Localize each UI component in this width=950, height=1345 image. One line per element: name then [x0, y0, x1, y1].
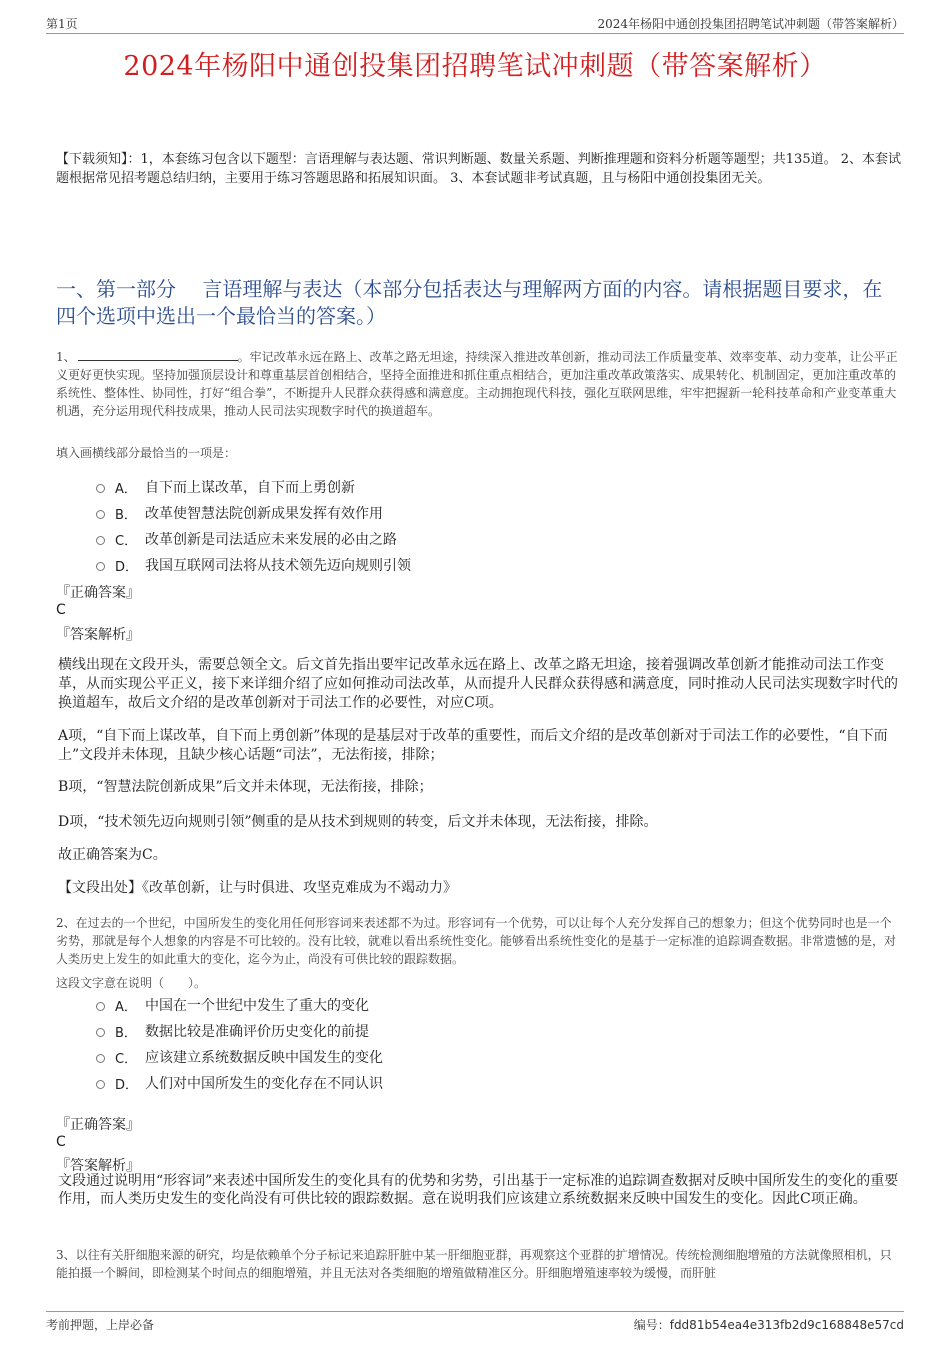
option-letter: C．: [115, 533, 138, 549]
option-text: 改革使智慧法院创新成果发挥有效作用: [145, 506, 383, 522]
option-a[interactable]: [96, 474, 696, 500]
option-d[interactable]: [96, 1070, 696, 1096]
option-text: 应该建立系统数据反映中国发生的变化: [145, 1050, 383, 1066]
question-3-text: 3、以往有关肝细胞来源的研究，均是依赖单个分子标记来追踪肝脏中某一肝细胞亚群，再观察这个亚群的扩增情况。传统检测细胞增殖的方法就像照相机，只能拍摄一个瞬间，即检测某个时间点的细胞增殖，并且无法对各类细胞的增殖做精准区分。肝细胞增殖速率较为缓慢，而肝脏: [56, 1248, 892, 1280]
option-letter: A．: [115, 481, 137, 497]
option-letter: D．: [115, 559, 139, 575]
option-letter: B．: [115, 1025, 137, 1041]
analysis-label: 『答案解析』: [56, 627, 140, 643]
analysis-paragraph: 故正确答案为C。: [58, 847, 167, 863]
option-text: 我国互联网司法将从技术领先迈向规则引领: [145, 558, 411, 574]
radio-button[interactable]: [96, 536, 105, 545]
radio-button[interactable]: [96, 510, 105, 519]
section-title: 一、第一部分 言语理解与表达（本部分包括表达与理解两方面的内容。请根据题目要求，在四个选项中选出一个最恰当的答案。）: [56, 277, 883, 328]
download-notice: 【下载须知】：1，本套练习包含以下题型：言语理解与表达题、常识判断题、数量关系题、判断推理题和资料分析题等题型；共135道。 2、本套试题根据常见招考题总结归纳，主要用于练习答题思路和拓展知识面。 3、本套试题非考试真题，且与杨阳中通创投集团无关。: [56, 152, 901, 186]
option-b[interactable]: [96, 500, 696, 526]
question-1-prompt: 填入画横线部分最恰当的一项是：: [56, 446, 237, 460]
header-doc-title: 2024年杨阳中通创投集团招聘笔试冲刺题（带答案解析）: [597, 17, 904, 31]
radio-button[interactable]: [96, 1028, 105, 1037]
analysis-paragraph: D项，“技术领先迈向规则引领”侧重的是从技术到规则的转变，后文并未体现，无法衔接，排除。: [58, 814, 658, 830]
option-a[interactable]: [96, 992, 696, 1018]
fill-blank: [78, 349, 238, 361]
question-1-text: [56, 348, 902, 420]
option-text: 自下而上谋改革，自下而上勇创新: [145, 480, 355, 496]
radio-button[interactable]: [96, 562, 105, 571]
option-letter: B．: [115, 507, 137, 523]
option-c[interactable]: [96, 1044, 696, 1070]
analysis-paragraph: B项，“智慧法院创新成果”后文并未体现，无法衔接，排除；: [58, 779, 433, 795]
option-d[interactable]: [96, 552, 696, 578]
footer-code-label: 编号：: [633, 1318, 670, 1332]
footer-code: [634, 1316, 904, 1333]
answer-value: C: [56, 1134, 66, 1150]
analysis-paragraph: A项，“自下而上谋改革，自下而上勇创新”体现的是基层对于改革的重要性，而后文介绍的是改革创新对于司法工作的必要性，“自下而上”文段并未体现，且缺少核心话题“司法”，无法衔接，排除；: [58, 728, 888, 763]
radio-button[interactable]: [96, 1054, 105, 1063]
option-b[interactable]: [96, 1018, 696, 1044]
radio-button[interactable]: [96, 1002, 105, 1011]
footer-code-value: fdd81b54ea4e313fb2d9c168848e57cd: [669, 1318, 904, 1332]
option-letter: C．: [115, 1051, 138, 1067]
question-1-options: [96, 474, 696, 578]
footer-slogan: 考前押题，上岸必备: [46, 1318, 155, 1332]
question-1-body: 。牢记改革永远在路上、改革之路无坦途，持续深入推进改革创新，推动司法工作质量变革、效率变革、动力变革，让公平正义更好更快实现。坚持加强顶层设计和尊重基层首创相结合，坚持全面推进和抓住重点相结合，更加注重改革政策落实、成果转化、机制固定，更加注重改革的系统性、整体性、协同性，打好“组合拳”，不断提升人民群众获得感和满意度。主动拥抱现代科技，强化互联网思维，牢牢把握新一轮科技革命和产业变革重大机遇，充分运用现代科技成果，推动人民司法实现数字时代的换道超车。: [56, 350, 898, 418]
page-footer: [46, 1311, 904, 1333]
radio-button[interactable]: [96, 1080, 105, 1089]
option-text: 人们对中国所发生的变化存在不同认识: [145, 1076, 383, 1092]
analysis-paragraph: 横线出现在文段开头，需要总领全文。后文首先指出要牢记改革永远在路上、改革之路无坦途，接着强调改革创新才能推动司法工作变革，从而实现公平正义，接下来详细介绍了应如何推动司法改革，从而提升人民群众获得感和满意度，同时推动人民司法实现数字时代的换道超车，故后文介绍的是改革创新对于司法工作的必要性，对应C项。: [58, 657, 898, 711]
page-number: 第1页: [46, 17, 78, 31]
option-letter: D．: [115, 1077, 139, 1093]
option-text: 改革创新是司法适应未来发展的必由之路: [145, 532, 397, 548]
answer-label: 『正确答案』: [56, 1117, 140, 1133]
option-letter: A．: [115, 999, 137, 1015]
analysis-paragraph: 文段通过说明用“形容词”来表述中国所发生的变化具有的优势和劣势，引出基于一定标准的追踪调查数据对反映中国所发生的变化的重要作用，而人类历史发生的变化尚没有可供比较的跟踪数据。意在说明我们应该建立系统数据来反映中国发生的变化。因此C项正确。: [58, 1173, 899, 1207]
question-2-prompt: 这段文字意在说明（ ）。: [56, 976, 207, 990]
option-c[interactable]: [96, 526, 696, 552]
page-header: [46, 14, 904, 34]
answer-label: 『正确答案』: [56, 585, 140, 601]
source-citation: 【文段出处】《改革创新，让与时俱进、攻坚克难成为不竭动力》: [58, 880, 457, 896]
question-2-text: 2、在过去的一个世纪，中国所发生的变化用任何形容词来表述都不为过。形容词有一个优势，可以让每个人充分发挥自己的想象力；但这个优势同时也是一个劣势，那就是每个人想象的内容是不可比较的。没有比较，就难以看出系统性变化。能够看出系统性变化的是基于一定标准的追踪调查数据。非常遗憾的是，对人类历史上发生的如此重大的变化，迄今为止，尚没有可供比较的跟踪数据。: [56, 916, 897, 966]
analysis-label: 『答案解析』: [56, 1158, 140, 1174]
option-text: 数据比较是准确评价历史变化的前提: [145, 1024, 369, 1040]
question-1-number: 1、: [56, 350, 76, 364]
question-2-options: [96, 992, 696, 1096]
answer-value: C: [56, 602, 66, 618]
option-text: 中国在一个世纪中发生了重大的变化: [145, 998, 369, 1014]
radio-button[interactable]: [96, 484, 105, 493]
page-title: 2024年杨阳中通创投集团招聘笔试冲刺题（带答案解析）: [123, 51, 827, 82]
